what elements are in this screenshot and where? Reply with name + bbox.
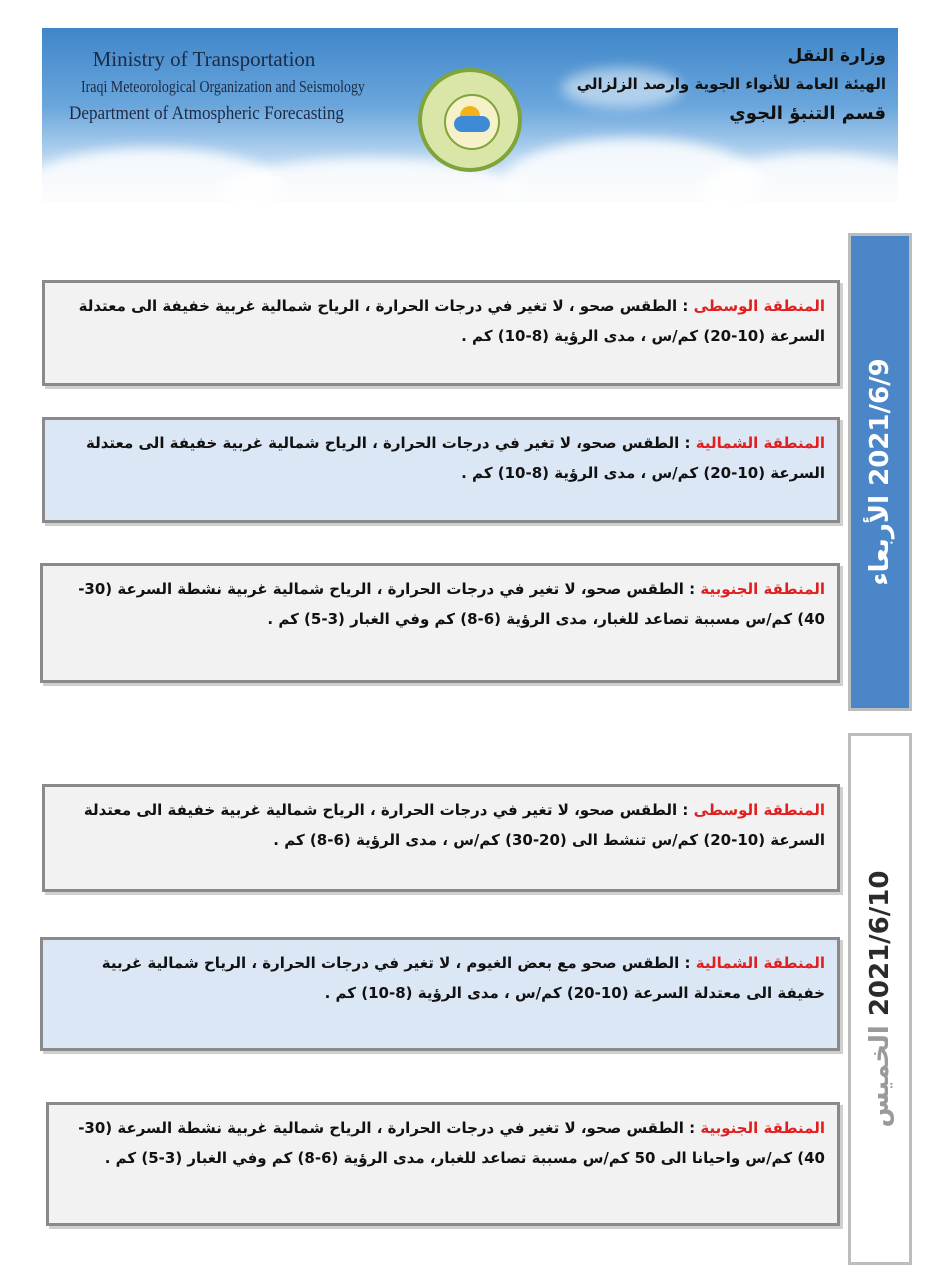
- region-separator: :: [689, 580, 696, 598]
- region-separator: :: [689, 1119, 696, 1137]
- header-organization-ar: الهيئة العامة للأنواء الجوية وارصد الزلزالي: [576, 75, 886, 93]
- forecast-text: الطقس صحو، لا تغير في درجات الحرارة ، الرياح شمالية غربية خفيفة الى معتدلة السرعة (10-20) كم/س تنشط الى (20-30) كم/س ، مدى الرؤية (6-8) كم .: [83, 801, 825, 849]
- region-label: المنطقة الشمالية: [695, 954, 825, 972]
- organization-logo: [418, 68, 522, 172]
- forecast-box-day2-south: [46, 1102, 840, 1226]
- forecast-text: الطقس صحو، لا تغير في درجات الحرارة ، الرياح شمالية غربية نشطة السرعة (30-40) كم/س واحيانا الى 50 كم/س مسببة تصاعد للغبار، مدى الرؤية (6-8) كم وفي الغبار (3-5) كم .: [78, 1119, 825, 1167]
- region-separator: :: [684, 954, 691, 972]
- header-arabic-block: [566, 42, 886, 130]
- forecast-box-day1-central: [42, 280, 840, 386]
- region-label: المنطقة الجنوبية: [700, 580, 825, 598]
- day-name: الأربعاء: [865, 494, 895, 586]
- region-label: المنطقة الشمالية: [695, 434, 825, 452]
- header-organization-en: Iraqi Meteorological Organization and Seismology: [81, 77, 365, 96]
- forecast-box-day2-central: [42, 784, 840, 892]
- forecast-box-day2-north: [40, 937, 840, 1051]
- header-department-ar: قسم التنبؤ الجوي: [729, 103, 886, 124]
- forecast-box-day1-south: [40, 563, 840, 683]
- region-separator: :: [682, 801, 689, 819]
- header-banner: [42, 28, 898, 202]
- forecast-text: الطقس صحو، لا تغير في درجات الحرارة ، الرياح شمالية غربية نشطة السرعة (30-40) كم/س مسببة تصاعد للغبار، مدى الرؤية (6-8) كم وفي الغبار (3-5) كم .: [78, 580, 825, 628]
- header-english-block: [54, 46, 365, 127]
- sun-cloud-seal-icon: [444, 94, 500, 150]
- header-department-en: Department of Atmospheric Forecasting: [69, 103, 344, 124]
- region-label: المنطقة الجنوبية: [700, 1119, 825, 1137]
- header-ministry-en: Ministry of Transportation: [92, 47, 316, 71]
- forecast-text: الطقس صحو ، لا تغير في درجات الحرارة ، الرياح شمالية غربية خفيفة الى معتدلة السرعة (10-20) كم/س ، مدى الرؤية (8-10) كم .: [78, 297, 825, 345]
- region-separator: :: [684, 434, 691, 452]
- forecast-box-day1-north: [42, 417, 840, 523]
- forecast-text: الطقس صحو مع بعض الغيوم ، لا تغير في درجات الحرارة ، الرياح شمالية غربية خفيفة الى معتدلة السرعة (10-20) كم/س ، مدى الرؤية (8-10) كم .: [101, 954, 825, 1002]
- header-ministry-ar: وزارة النقل: [787, 46, 886, 66]
- day-band-2: [848, 733, 912, 1265]
- day-date: 2021/6/10: [865, 870, 895, 1017]
- day-name: الخميس: [865, 1025, 895, 1128]
- region-label: المنطقة الوسطى: [693, 801, 825, 819]
- day-date: 2021/6/9: [865, 358, 895, 486]
- region-label: المنطقة الوسطى: [693, 297, 825, 315]
- forecast-text: الطقس صحو، لا تغير في درجات الحرارة ، الرياح شمالية غربية خفيفة الى معتدلة السرعة (10-20) كم/س ، مدى الرؤية (8-10) كم .: [86, 434, 825, 482]
- region-separator: :: [682, 297, 689, 315]
- day-band-1: [848, 233, 912, 711]
